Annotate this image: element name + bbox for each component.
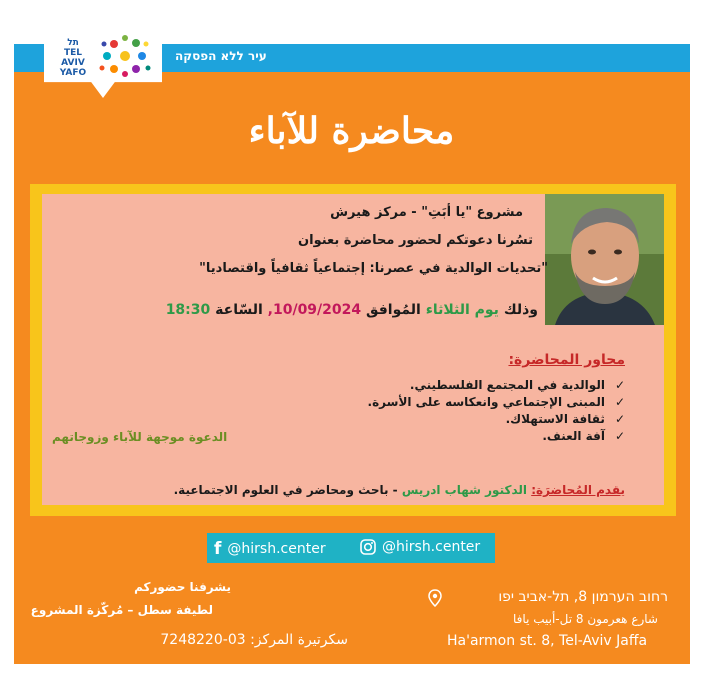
speaker-desc: - باحث ومحاضر في العلوم الاجتماعية.	[173, 483, 398, 497]
speaker-line	[174, 483, 625, 497]
lecture-title: "تحديات الوالدية في عصرنا: إجتماعياً ثقافياً واقتصاديا"	[199, 261, 548, 276]
topics-heading: محاور المحاضرة:	[508, 352, 625, 368]
intro-line: تسُرنا دعوتكم لحضور محاضرة بعنوان	[298, 233, 533, 248]
date-day: يوم الثلاثاء	[425, 302, 499, 318]
project-line: مشروع "يا أبَتِ" - مركز هيرش	[330, 205, 523, 220]
speaker-label: يقدم المُحاضرَة:	[531, 483, 625, 497]
address-arabic: شارع هعرمون 8 تل-أبيب يافا	[513, 612, 658, 626]
time-word: السّاعة	[215, 302, 263, 318]
speaker-name: الدكتور شهاب ادريس	[401, 483, 527, 497]
list-item: ✓ المبنى الإجتماعي وانعكاسه على الأسرة.	[368, 394, 625, 411]
facebook-icon: f	[214, 539, 222, 559]
instagram-icon	[360, 539, 376, 555]
date-word: المُوافق	[366, 302, 421, 318]
list-item: ✓ ثقافة الاستهلاك.	[368, 411, 625, 428]
logo-line: YAFO	[59, 68, 87, 78]
facebook-handle[interactable]	[214, 539, 326, 559]
logo-line: AVIV	[61, 58, 85, 68]
instagram-handle[interactable]	[360, 539, 480, 555]
header-slogan: עיר ללא הפסקה	[175, 49, 267, 63]
date-line	[166, 302, 538, 318]
city-logo-icon	[96, 30, 154, 82]
time-value: 18:30	[165, 302, 211, 318]
date-prefix: وذلك	[503, 302, 538, 318]
instagram-text: @hirsh.center	[382, 539, 481, 555]
topics-list	[368, 377, 625, 445]
list-item: ✓ آفة العنف.	[368, 428, 625, 445]
location-pin-icon	[428, 589, 442, 607]
logo-line: TEL	[63, 48, 83, 58]
date-value: 10/09/2024,	[267, 302, 362, 318]
page-title: محاضرة للآباء	[248, 110, 455, 152]
audience-note: الدعوة موجهة للآباء وزوجاتهم	[52, 430, 228, 444]
speaker-photo	[545, 194, 664, 325]
address-hebrew: רחוב הערמון 8, תל-אביב יפו	[498, 589, 668, 605]
facebook-text: @hirsh.center	[227, 541, 326, 557]
city-logo-text	[52, 38, 94, 78]
logo-line: תל	[67, 38, 79, 48]
host-welcome: يشرفنا حضوركم	[134, 580, 231, 594]
address-english: Ha'armon st. 8, Tel-Aviv Jaffa	[447, 633, 648, 649]
host-coordinator: لطيفة سطل – مُركّزة المشروع	[30, 603, 213, 617]
host-phone: سكرتيرة المركز: 03-7248220	[160, 632, 348, 648]
list-item: ✓ الوالدية في المجتمع الفلسطيني.	[368, 377, 625, 394]
